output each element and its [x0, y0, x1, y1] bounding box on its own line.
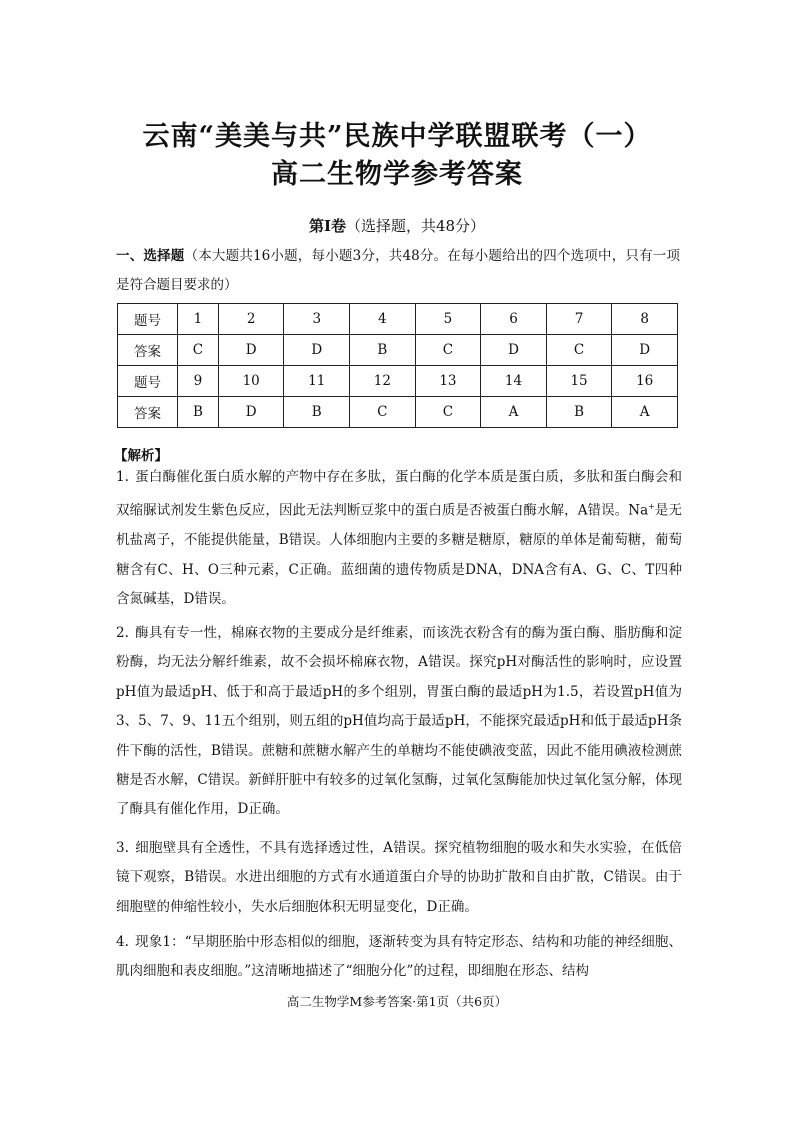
explanation-2 — [116, 619, 682, 825]
item-text: 蛋白酶催化蛋白质水解的产物中存在多肽，蛋白酶的化学本质是蛋白质，多肽和蛋白酶会和双缩脲试剂发生紫色反应，因此无法判断豆浆中的蛋白质是否被蛋白酶水解，A错误。 — [116, 469, 682, 519]
explanation-1 — [116, 463, 682, 615]
explanation-4 — [116, 928, 682, 987]
table-cell: 5 — [415, 304, 481, 335]
item-text: 细胞壁具有全透性，不具有选择透过性，A错误。探究植物细胞的吸水和失水实验，在低倍镜下观察，B错误。水进出细胞的方式有水通道蛋白介导的协助扩散和自由扩散，C错误。由于细胞壁的伸缩性较小，失水后细胞体积无明显变化，D正确。 — [116, 840, 682, 915]
page-title: 云南“美美与共”民族中学联盟联考（一） — [142, 121, 652, 152]
analysis-label: 【解析】 — [114, 448, 168, 464]
table-cell: 8 — [612, 304, 678, 335]
charge-superscript: + — [648, 502, 655, 512]
table-cell: D — [218, 335, 284, 366]
table-cell: D — [218, 397, 284, 428]
table-cell: 2 — [218, 304, 284, 335]
item-text: 是无机盐离子，不能提供能量，B错误。人体细胞内主要的多糖是糖原，糖原的单体是葡萄糖，葡萄糖含有C、H、O三种元素，C正确。蓝细菌的遗传物质是DNA，DNA含有A、G、C、T四种含氮碱基，D错误。 — [116, 502, 683, 608]
page-subtitle: 高二生物学参考答案 — [271, 159, 523, 190]
item-number: 2. — [116, 625, 129, 641]
table-cell: 7 — [546, 304, 612, 335]
table-cell: 答案 — [118, 335, 178, 366]
explanation-3 — [116, 834, 682, 922]
volume-title: 第Ⅰ卷 — [308, 217, 346, 235]
volume-heading — [0, 215, 794, 236]
table-cell: C — [178, 335, 219, 366]
table-row — [118, 304, 678, 335]
item-text: 酶具有专一性，棉麻衣物的主要成分是纤维素，而该洗衣粉含有的酶为蛋白酶、脂肪酶和淀粉酶，均无法分解纤维素，故不会损坏棉麻衣物，A错误。探究pH对酶活性的影响时，应设置pH值为最适pH、低于和高于最适pH的多个组别，胃蛋白酶的最适pH为1.5，若设置pH值为3、5、7、9、11五个组别，则五组的pH值均高于最适pH，不能探究最适pH和低于最适pH条件下酶的活性，B错误。蔗糖和蔗糖水解产生的单糖均不能使碘液变蓝，因此不能用碘液检测蔗糖是否水解，C错误。新鲜肝脏中有较多的过氧化氢酶，过氧化氢酶能加快过氧化氢分解，体现了酶具有催化作用，D正确。 — [116, 625, 682, 818]
table-cell: C — [415, 397, 481, 428]
table-cell: D — [481, 335, 547, 366]
volume-note: （选择题，共48分） — [345, 217, 486, 235]
table-cell: 10 — [218, 366, 284, 397]
table-cell: D — [284, 335, 350, 366]
table-cell: B — [546, 397, 612, 428]
table-cell: 9 — [178, 366, 219, 397]
table-cell: 12 — [350, 366, 416, 397]
table-cell: 6 — [481, 304, 547, 335]
table-cell: 16 — [612, 366, 678, 397]
table-cell: 3 — [284, 304, 350, 335]
table-cell: 11 — [284, 366, 350, 397]
table-cell: 13 — [415, 366, 481, 397]
answer-table — [117, 303, 678, 428]
table-cell: 4 — [350, 304, 416, 335]
item-number: 1. — [116, 469, 129, 485]
item-number: 4. — [116, 934, 129, 950]
table-cell: C — [350, 397, 416, 428]
table-cell: C — [415, 335, 481, 366]
table-cell: 1 — [178, 304, 219, 335]
table-cell: 题号 — [118, 304, 178, 335]
section-instructions: （本大题共16小题，每小题3分，共48分。在每小题给出的四个选项中，只有一项是符合题目要求的） — [116, 248, 681, 293]
table-cell: D — [612, 335, 678, 366]
table-row — [118, 397, 678, 428]
table-cell: B — [178, 397, 219, 428]
page-footer: 高二生物学M参考答案·第1页（共6页） — [286, 994, 508, 1009]
table-cell: 15 — [546, 366, 612, 397]
table-cell: A — [612, 397, 678, 428]
item-number: 3. — [116, 840, 129, 856]
item-text: 现象1：“早期胚胎中形态相似的细胞，逐渐转变为具有特定形态、结构和功能的神经细胞、肌肉细胞和表皮细胞。”这清晰地描述了“细胞分化”的过程，即细胞在形态、结构 — [116, 934, 682, 980]
table-cell: B — [284, 397, 350, 428]
table-cell: B — [350, 335, 416, 366]
section-intro — [116, 242, 680, 300]
table-cell: 题号 — [118, 366, 178, 397]
table-cell: 答案 — [118, 397, 178, 428]
sodium-symbol: Na — [628, 502, 649, 519]
table-cell: 14 — [481, 366, 547, 397]
table-cell: A — [481, 397, 547, 428]
table-row — [118, 335, 678, 366]
section-heading: 一、选择题 — [116, 248, 185, 264]
table-cell: C — [546, 335, 612, 366]
table-row — [118, 366, 678, 397]
